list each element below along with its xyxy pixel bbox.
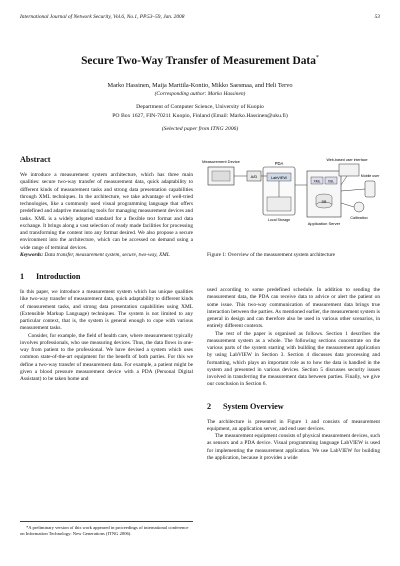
department: Department of Computer Science, University of Kuopio (136, 104, 264, 110)
mobile-user-label: Mobile user (360, 174, 380, 178)
intro-paragraph-4: The rest of the paper is organised as follows. Section 1 describes the measurement system as a whole. The following sections concentrate on the various parts of the system starting with building the measurement application by using LabVIEW in Section 3. Section 4 discusses data processing and formatting, which plays an important role as to how the data is handled in the system and presented in various devices. Section 5 discusses security issues involved in transferring the measurement data between parties. Finally, we give our conclusion in Section 6. (207, 330, 380, 388)
running-header (20, 14, 380, 20)
paper-title (20, 55, 380, 67)
measurement-device-label: Measurement Device (202, 159, 240, 164)
page-number: 53 (374, 14, 380, 20)
intro-paragraph-3: used according to some predefined schedule. In addition to sending the measurement data, the PDA can receive data to advice or alert the patient on some issue. This two-way communication of measurement data brings true interaction between the parties. As mentioned earlier, the measurement system is general in design and can therefore also be used in various other scenarios, in entirely different contexts. (207, 287, 380, 330)
intro-paragraph-1: In this paper, we introduce a measurement system which has unique qualities like two-way transfer of measurement data, quick adaptability to different kinds of measurement tasks, and strong data presentation capabilities using XML (Extensible Markup Language) techniques. The system is not limited to any particular context, that is, the system is general enough to cope with various measurement tasks. (20, 289, 193, 332)
keywords-label: Keywords: (20, 251, 44, 258)
keywords-text: Data transfer, measurement system, secure, two-way, XML (44, 251, 170, 258)
ad-label: A/D (250, 174, 258, 179)
mobile-user-device (365, 181, 375, 197)
abstract-heading: Abstract (20, 155, 51, 164)
footnote (20, 521, 193, 537)
xsl-label: XSL (327, 179, 335, 184)
keywords (20, 252, 193, 259)
corresponding-author: (Corresponding author: Marko Hassinen) (154, 91, 246, 97)
figure-caption: Figure 1: Overview of the measurement system architecture (207, 252, 336, 258)
address: PO Box 1627, FIN-70211 Kuopio, Finland (Email: Marko.Hassinen@uku.fi) (112, 113, 288, 119)
selected-paper-note: (Selected paper from ITNG 2006) (161, 126, 239, 132)
local-storage-label: Local Storage (267, 218, 291, 222)
xml-label: XML (313, 179, 321, 184)
local-storage-box (267, 197, 291, 211)
section-1-number: 1 (20, 272, 25, 281)
overview-paragraph-1: The architecture is presented in Figure 1 and consists of measurement equipment, an application server, and end user devices. (207, 418, 380, 432)
section-1-heading (20, 272, 193, 282)
right-column (207, 287, 380, 462)
title-text: Secure Two-Way Transfer of Measurement Data (81, 55, 316, 67)
abstract-text: We introduce a measurement system architecture, which has three main qualities: secure two-way transfer of measurement data, quick adaptability to different kinds of measurement tasks and strong data presentation capabilities through XML techniques. In the architecture, we take advantage of well-tried technologies, like a commonly used visual programming language that offers predefined and adaptive measuring tools for managing measurement devices and tasks. XML is a widely adopted standard for a flexible text format and data exchange. It brings along a vast selection of ready made facilities for processing and transforming the content into any format desired. We also propose a secure environment into the architecture, which can be accessed on demand using a wide range of terminal devices. (20, 172, 193, 251)
web-server-label: Web-based user interface (326, 158, 368, 162)
pda-label: PDA (274, 161, 284, 166)
architecture-figure (202, 155, 380, 245)
journal-citation: International Journal of Network Security, Vol.6, No.1, PP.53–59, Jan. 2008 (20, 14, 185, 20)
footnote-text: *A preliminary version of this work appeared in proceedings of international conference on Information Technology: New Generations (ITNG 2006). (20, 525, 189, 536)
section-2-number: 2 (207, 401, 212, 411)
db-label: DB (321, 200, 327, 204)
overview-paragraph-2: The measurement equipment consists of physical measurement devices, such as sensors and a PDA device. Visual programming language LabVIEW is used for implementing the measurement application. We use LabVIEW for building the application, because it provides a wide (207, 433, 380, 461)
labview-label: LabVIEW (270, 176, 288, 180)
application-server-label: Application Server (307, 221, 341, 226)
section-1-title: Introduction (36, 272, 81, 281)
left-column (20, 155, 193, 383)
section-2-heading (207, 402, 380, 412)
calibration-label: Calibration (350, 216, 368, 220)
author-list: Marko Hassinen, Maija Marttila-Kontio, Mikko Saesmaa, and Heli Tervo (107, 82, 293, 89)
intro-paragraph-2: Consider, for example, the field of health care, where measurement typically involves professionals, who use measuring devices. Thus, the data flows in one-way from patient to the professional. We have devised a system which uses common state-of-the-art equipment for the benefit of both parties. For this we define a two-way transfer of measurement data. For example, a patient might be given a blood pressure measurement device with a PDA (Personal Digital Assistant) to be taken home and (20, 332, 193, 382)
title-footnote-mark: * (315, 55, 319, 62)
section-2-title: System Overview (223, 401, 284, 411)
